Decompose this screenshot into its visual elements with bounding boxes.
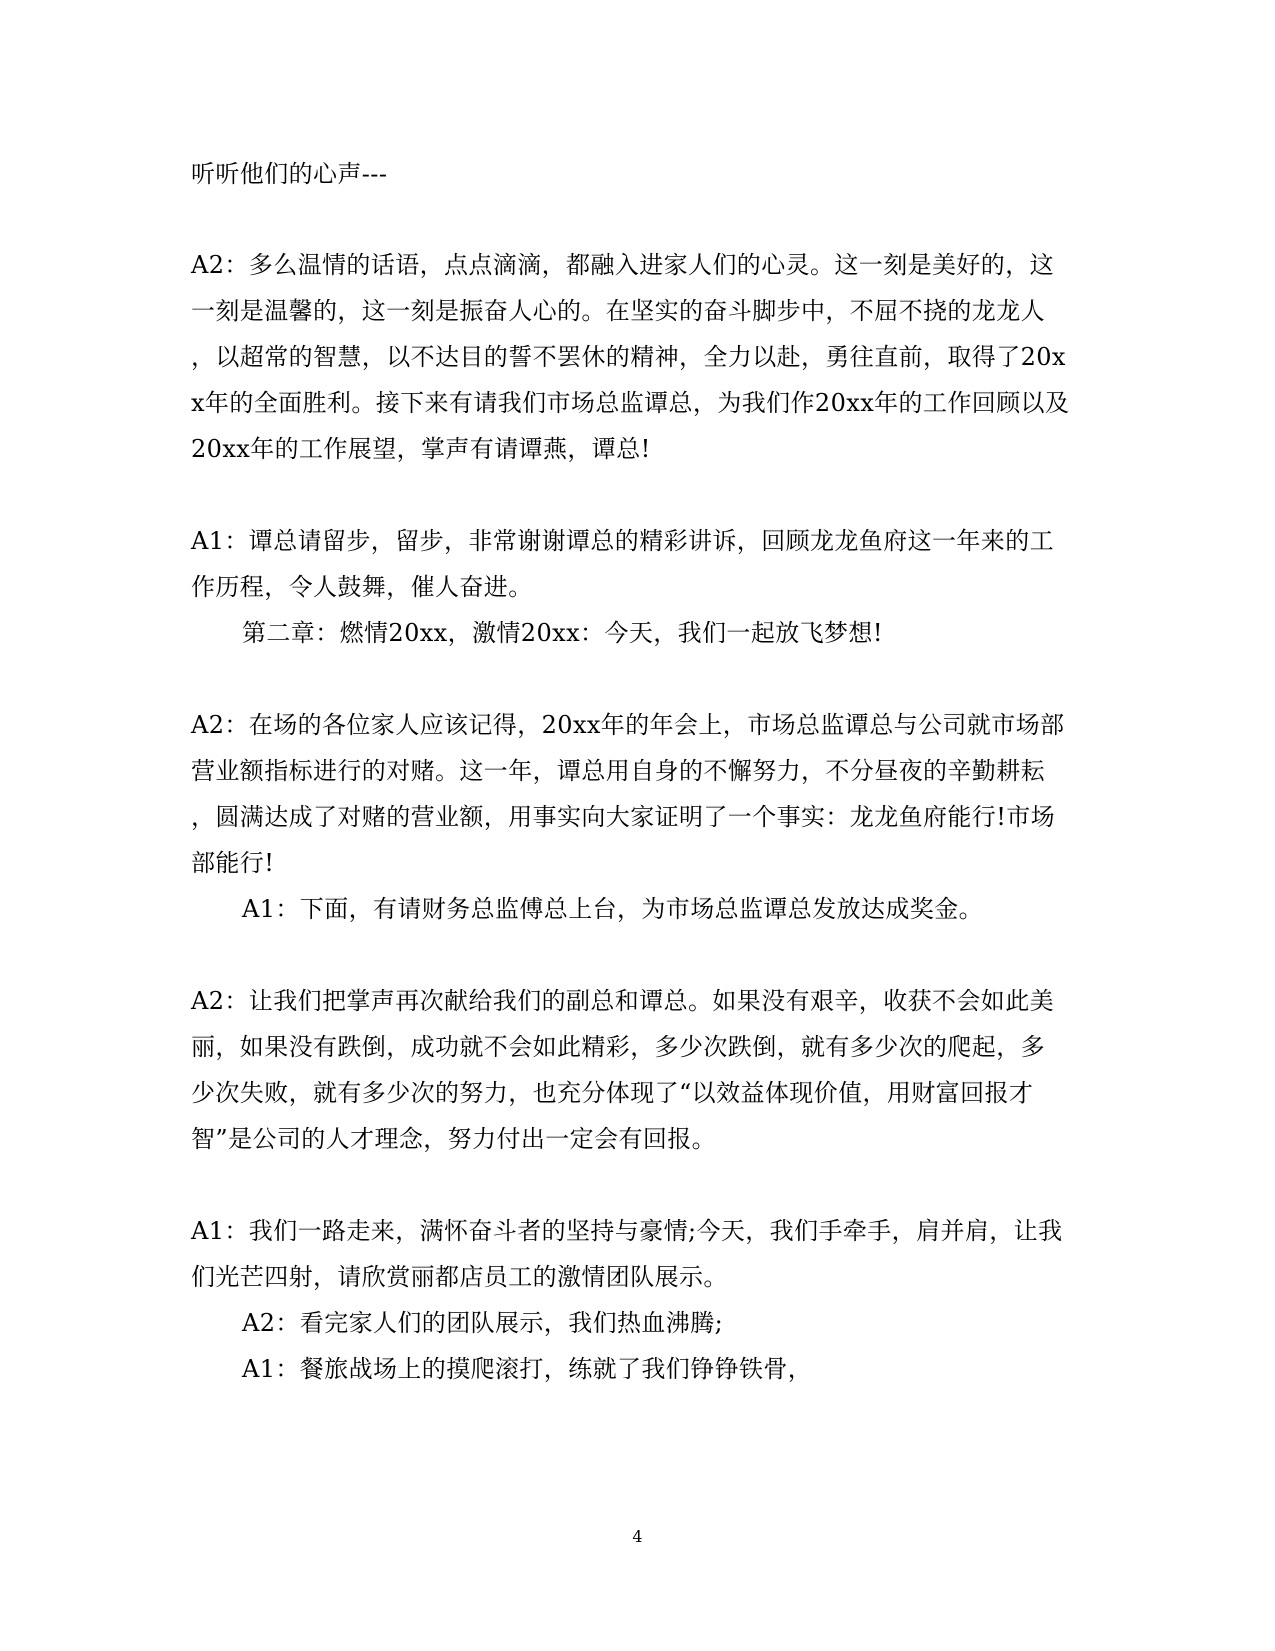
text-line: A2：在场的各位家人应该记得，20xx年的年会上，市场总监谭总与公司就市场部 [191, 711, 1065, 739]
text-line: A1：谭总请留步，留步，非常谢谢谭总的精彩讲诉，回顾龙龙鱼府这一年来的工 [191, 527, 1054, 555]
text-line: 部能行! [191, 849, 275, 877]
text-line: x年的全面胜利。接下来有请我们市场总监谭总，为我们作20xx年的工作回顾以及 [191, 389, 1070, 417]
text-line: A2：让我们把掌声再次献给我们的副总和谭总。如果没有艰辛，收获不会如此美 [191, 987, 1054, 1015]
text-line: ，圆满达成了对赌的营业额，用事实向大家证明了一个事实：龙龙鱼府能行!市场 [191, 803, 1056, 831]
text-line: A1：餐旅战场上的摸爬滚打，练就了我们铮铮铁骨， [242, 1355, 813, 1383]
text-line: A2：看完家人们的团队展示，我们热血沸腾; [242, 1309, 724, 1337]
text-line: 智”是公司的人才理念，努力付出一定会有回报。 [191, 1125, 717, 1153]
text-line: 们光芒四射，请欣赏丽都店员工的激情团队展示。 [191, 1263, 728, 1291]
text-line: A2：多么温情的话语，点点滴滴，都融入进家人们的心灵。这一刻是美好的，这 [191, 251, 1054, 279]
chapter-heading: 第二章：燃情20xx，激情20xx：今天，我们一起放飞梦想! [242, 619, 883, 647]
text-line: A1：我们一路走来，满怀奋斗者的坚持与豪情;今天，我们手牵手，肩并肩，让我 [191, 1217, 1063, 1245]
page-number: 4 [632, 1527, 643, 1546]
text-line: 听听他们的心声--- [191, 160, 388, 188]
text-line: 一刻是温馨的，这一刻是振奋人心的。在坚实的奋斗脚步中，不屈不挠的龙龙人 [191, 297, 1045, 325]
text-line: 作历程，令人鼓舞，催人奋进。 [191, 573, 533, 601]
text-line: 20xx年的工作展望，掌声有请谭燕，谭总! [191, 435, 651, 463]
text-line: 丽，如果没有跌倒，成功就不会如此精彩，多少次跌倒，就有多少次的爬起，多 [191, 1033, 1045, 1061]
text-line: A1：下面，有请财务总监傅总上台，为市场总监谭总发放达成奖金。 [242, 895, 983, 923]
text-line: ，以超常的智慧，以不达目的誓不罢休的精神，全力以赴，勇往直前，取得了20x [191, 343, 1066, 371]
text-line: 少次失败，就有多少次的努力，也充分体现了“以效益体现价值，用财富回报才 [191, 1079, 1034, 1107]
text-line: 营业额指标进行的对赌。这一年，谭总用自身的不懈努力，不分昼夜的辛勤耕耘 [191, 757, 1045, 785]
